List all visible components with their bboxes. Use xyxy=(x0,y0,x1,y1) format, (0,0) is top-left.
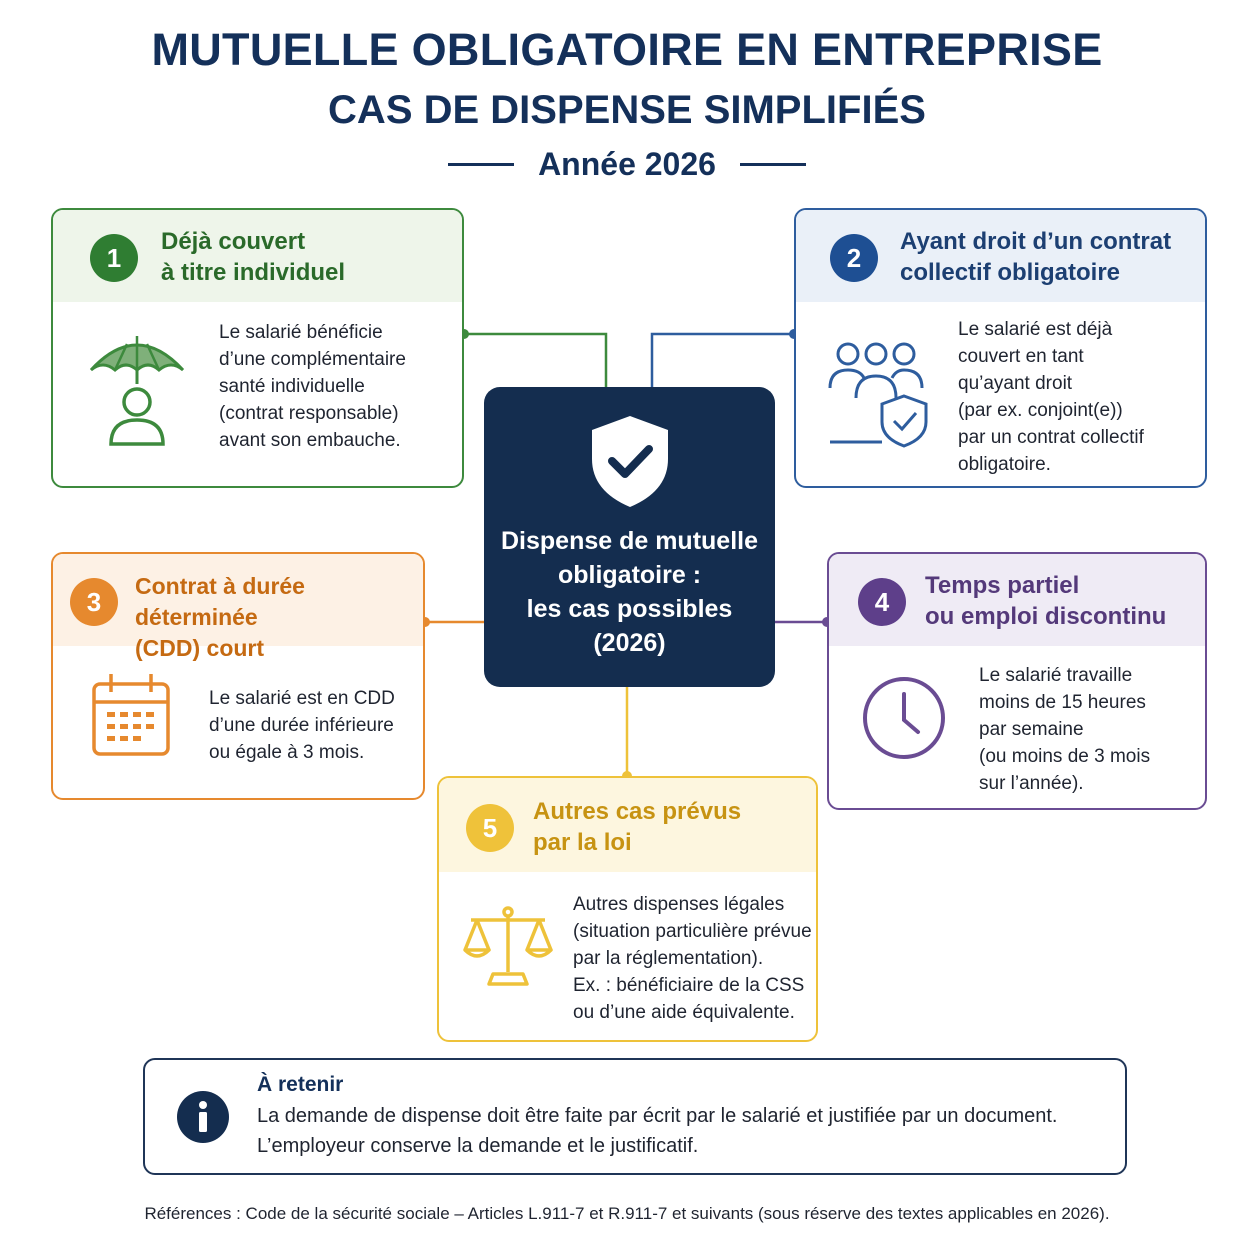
card-title-line1: Temps partiel xyxy=(925,572,1080,599)
card-body-line: Le salarié bénéficie xyxy=(219,322,383,343)
card-body-line: ou égale à 3 mois. xyxy=(209,742,365,763)
card-other-legal-cases xyxy=(437,776,818,1042)
card-body-line: obligatoire. xyxy=(958,454,1051,475)
center-title-line: les cas possibles xyxy=(526,595,733,623)
card-title xyxy=(135,571,423,664)
card-body-line: avant son embauche. xyxy=(219,430,401,451)
card-title-line2: collectif obligatoire xyxy=(900,259,1121,286)
card-title xyxy=(925,570,1166,632)
shield-check-icon xyxy=(588,413,672,509)
umbrella-person-icon xyxy=(87,322,187,452)
card-body-line: ou d’une aide équivalente. xyxy=(573,1002,795,1023)
card-body-line: qu’ayant droit xyxy=(958,373,1073,394)
card-body xyxy=(573,891,812,1026)
card-body-line: moins de 15 heures xyxy=(979,692,1146,713)
card-title-line1: Contrat à durée déterminée xyxy=(135,573,305,630)
card-title-line2: ou emploi discontinu xyxy=(925,603,1167,630)
card-title xyxy=(533,796,741,858)
card-body-line: sur l’année). xyxy=(979,773,1084,794)
card-short-fixed-term xyxy=(51,552,425,800)
card-body-line: Le salarié travaille xyxy=(979,665,1133,686)
center-title-line: (2026) xyxy=(593,629,666,657)
group-shield-icon xyxy=(826,338,936,450)
page-title: MUTUELLE OBLIGATOIRE EN ENTREPRISE xyxy=(151,24,1103,75)
card-beneficiary-collective xyxy=(794,208,1207,488)
card-body-line: santé individuelle xyxy=(219,376,365,397)
card-body-line: Le salarié est déjà xyxy=(958,319,1113,340)
card-number-badge: 2 xyxy=(830,234,878,282)
card-title-line1: Ayant droit d’un contrat xyxy=(900,228,1172,255)
card-title-line2: à titre individuel xyxy=(161,259,346,286)
card-title-line2: (CDD) court xyxy=(135,635,265,661)
card-individual-cover xyxy=(51,208,464,488)
center-title-line: Dispense de mutuelle xyxy=(500,527,759,555)
references-footnote: Références : Code de la sécurité sociale – Articles L.911-7 et R.911-7 et suivants (sous réserve des textes applicables en 2026). xyxy=(144,1204,1110,1223)
card-body-line: (ou moins de 3 mois xyxy=(979,746,1151,767)
card-body-line: couvert en tant xyxy=(958,346,1084,367)
card-title xyxy=(900,226,1171,288)
card-body xyxy=(209,685,395,766)
card-number-badge: 3 xyxy=(70,578,118,626)
card-body-line: par un contrat collectif xyxy=(958,427,1144,448)
year-label: Année 2026 xyxy=(538,146,716,182)
key-takeaway-line: L’employeur conserve la demande et le justificatif. xyxy=(257,1135,699,1157)
connector-2 xyxy=(652,334,794,387)
connector-1 xyxy=(464,334,606,387)
card-body-line: Autres dispenses légales xyxy=(573,894,785,915)
card-body xyxy=(219,319,406,454)
card-title xyxy=(161,226,345,288)
card-body-line: (par ex. conjoint(e)) xyxy=(958,400,1123,421)
card-body-line: par la réglementation). xyxy=(573,948,764,969)
key-takeaway-line: La demande de dispense doit être faite par écrit par le salarié et justifiée par un document. xyxy=(257,1105,1058,1127)
card-body-line: par semaine xyxy=(979,719,1084,740)
page-subtitle: CAS DE DISPENSE SIMPLIFIÉS xyxy=(328,88,926,132)
card-body-line: (contrat responsable) xyxy=(219,403,399,424)
card-title-line1: Déjà couvert xyxy=(161,228,306,255)
scales-icon xyxy=(463,904,553,988)
card-body-line: (situation particulière prévue xyxy=(573,921,812,942)
key-takeaway-text xyxy=(257,1101,1057,1161)
card-number-badge: 5 xyxy=(466,804,514,852)
clock-icon xyxy=(860,674,948,762)
card-number-badge: 4 xyxy=(858,578,906,626)
key-takeaway-title: À retenir xyxy=(257,1073,344,1096)
card-body-line: Le salarié est en CDD xyxy=(209,688,395,709)
card-body xyxy=(979,662,1150,797)
card-part-time xyxy=(827,552,1207,810)
center-title-line: obligatoire : xyxy=(557,561,702,589)
card-title-line2: par la loi xyxy=(533,829,632,856)
card-title-line1: Autres cas prévus xyxy=(533,798,742,825)
calendar-icon xyxy=(91,672,171,758)
card-number-badge: 1 xyxy=(90,234,138,282)
center-title xyxy=(484,524,775,660)
card-body-line: d’une durée inférieure xyxy=(209,715,394,736)
info-icon xyxy=(176,1090,230,1144)
card-body xyxy=(958,316,1144,478)
card-body-line: Ex. : bénéficiaire de la CSS xyxy=(573,975,805,996)
card-body-line: d’une complémentaire xyxy=(219,349,406,370)
